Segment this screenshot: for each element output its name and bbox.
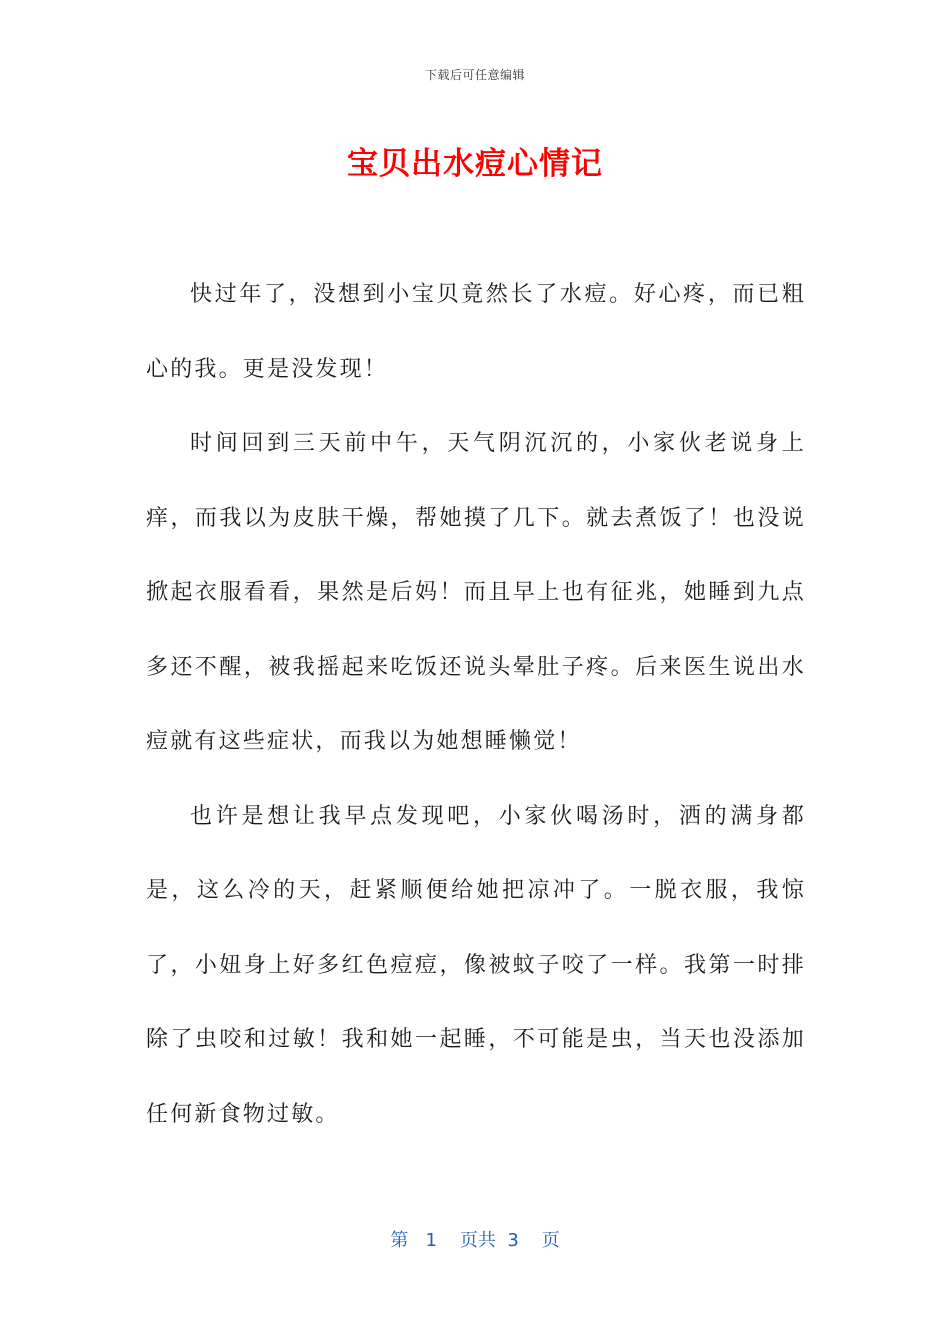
page-footer: [0, 1226, 950, 1252]
page-suffix: 页: [541, 1230, 560, 1251]
paragraph-1: 快过年了，没想到小宝贝竟然长了水痘。好心疼，而已粗心的我。更是没发现！: [146, 282, 806, 382]
document-body: [146, 258, 806, 1152]
paragraph-3: 也许是想让我早点发现吧，小家伙喝汤时，洒的满身都是，这么冷的天，赶紧顺便给她把凉冲了。一脱衣服，我惊了，小妞身上好多红色痘痘，像被蚊子咬了一样。我第一时排除了虫咬和过敏！我和她一起睡，不可能是虫，当天也没添加任何新食物过敏。: [146, 803, 806, 1127]
total-pages-number: 3: [507, 1230, 519, 1251]
document-title: 宝贝出水痘心情记: [347, 146, 603, 182]
page-prefix: 第: [390, 1230, 409, 1251]
paragraph-2: 时间回到三天前中午，天气阴沉沉的，小家伙老说身上痒，而我以为皮肤干燥，帮她摸了几下。就去煮饭了！也没说掀起衣服看看，果然是后妈！而且早上也有征兆，她睡到九点多还不醒，被我摇起来吃饭还说头晕肚子疼。后来医生说出水痘就有这些症状，而我以为她想睡懒觉！: [146, 431, 806, 754]
page-middle: 页共: [459, 1230, 496, 1251]
current-page-number: 1: [425, 1230, 437, 1251]
header-note: 下载后可任意编辑: [424, 68, 525, 82]
